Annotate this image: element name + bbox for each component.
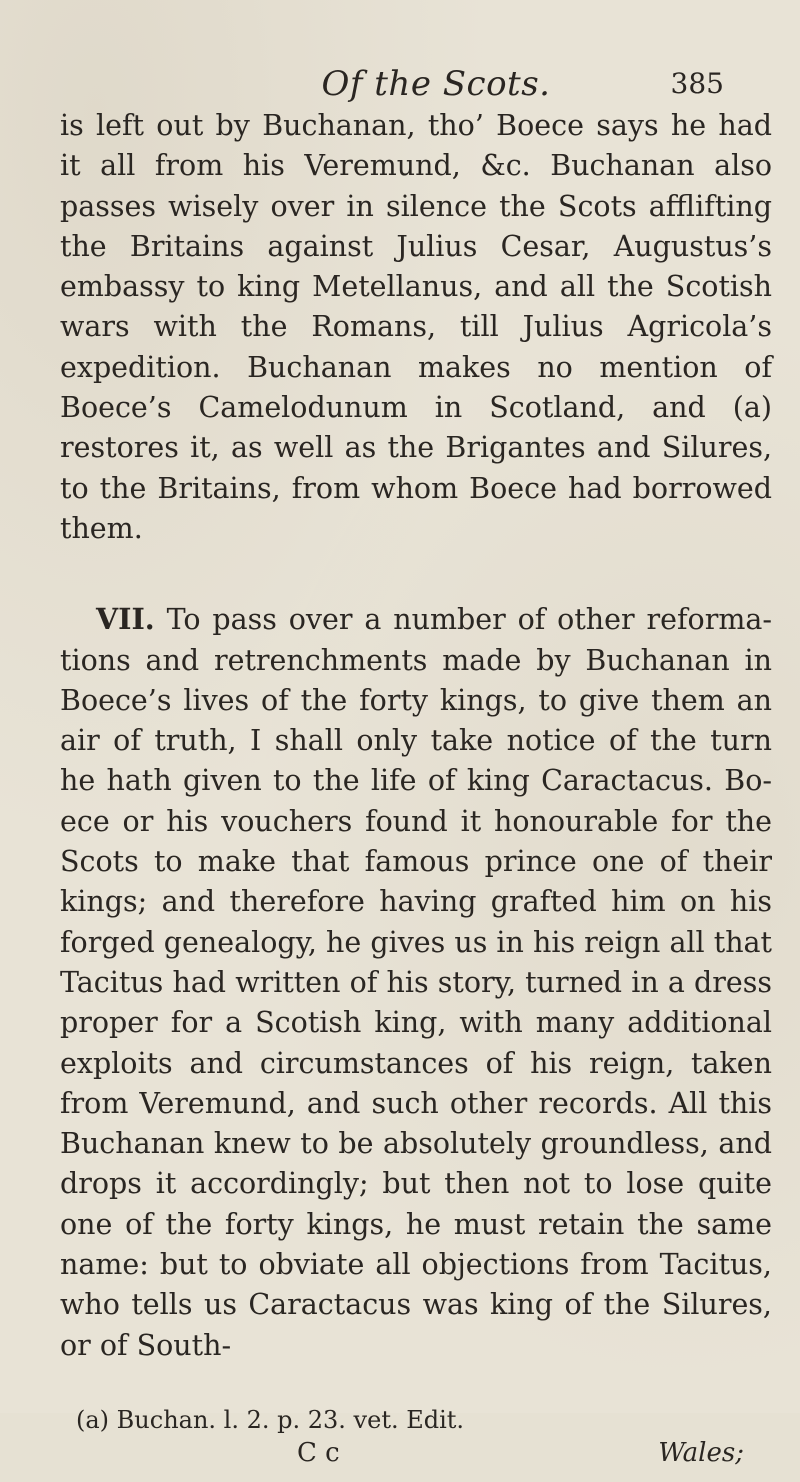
section-vii-paragraph	[60, 599, 772, 1366]
footnote: (a) Buchan. l. 2. p. 23. vet. Edit.	[76, 1405, 465, 1434]
running-head-title: Of the Scots.	[321, 64, 551, 104]
running-head	[60, 62, 772, 106]
catchword: Wales;	[658, 1437, 744, 1468]
paragraph-1-text: is left out by Buchanan, tho’ Boece says he had it all from his Veremund, &c. Buchanan also passes wisely over in silence the Scots afflifting the Britains against Julius Cesar, Augustus’s embassy to king Metellanus, and all the Scotish wars with the Romans, till Julius Agricola’s expedition. Buchanan makes no mention of Boece’s Camelodunum in Scotland, and (a) restores it, as well as the Brigantes and Silures, to the Britains, from whom Boece had borrowed them.	[60, 109, 772, 545]
page-number: 385	[670, 67, 724, 100]
page-footer	[60, 1438, 772, 1482]
paragraph-continuation	[60, 106, 772, 549]
section-vii	[60, 599, 772, 1366]
section-number: VII.	[96, 602, 155, 637]
section-vii-text: To pass over a number of other reformations and retrenchments made by Buchanan in Boece’s lives of the forty kings, to give them an air of truth, I shall only take notice of the turn he hath given to the life of king Caractacus. Boece or his vouchers found it honourable for the Scots to make that famous prince one of their kings; and therefore having grafted him on his forged genealogy, he gives us in his reign all that Tacitus had written of his story, turned in a dress proper for a Scotish king, with many additional exploits and circumstances of his reign, taken from Veremund, and such other records. All this Buchanan knew to be absolutely groundless, and drops it accordingly; but then not to lose quite one of the forty kings, he must retain the same name: but to obviate all objections from Tacitus, who tells us Caractacus was king of the Silures, or of South-	[60, 603, 772, 1362]
signature-mark: C c	[297, 1437, 340, 1468]
